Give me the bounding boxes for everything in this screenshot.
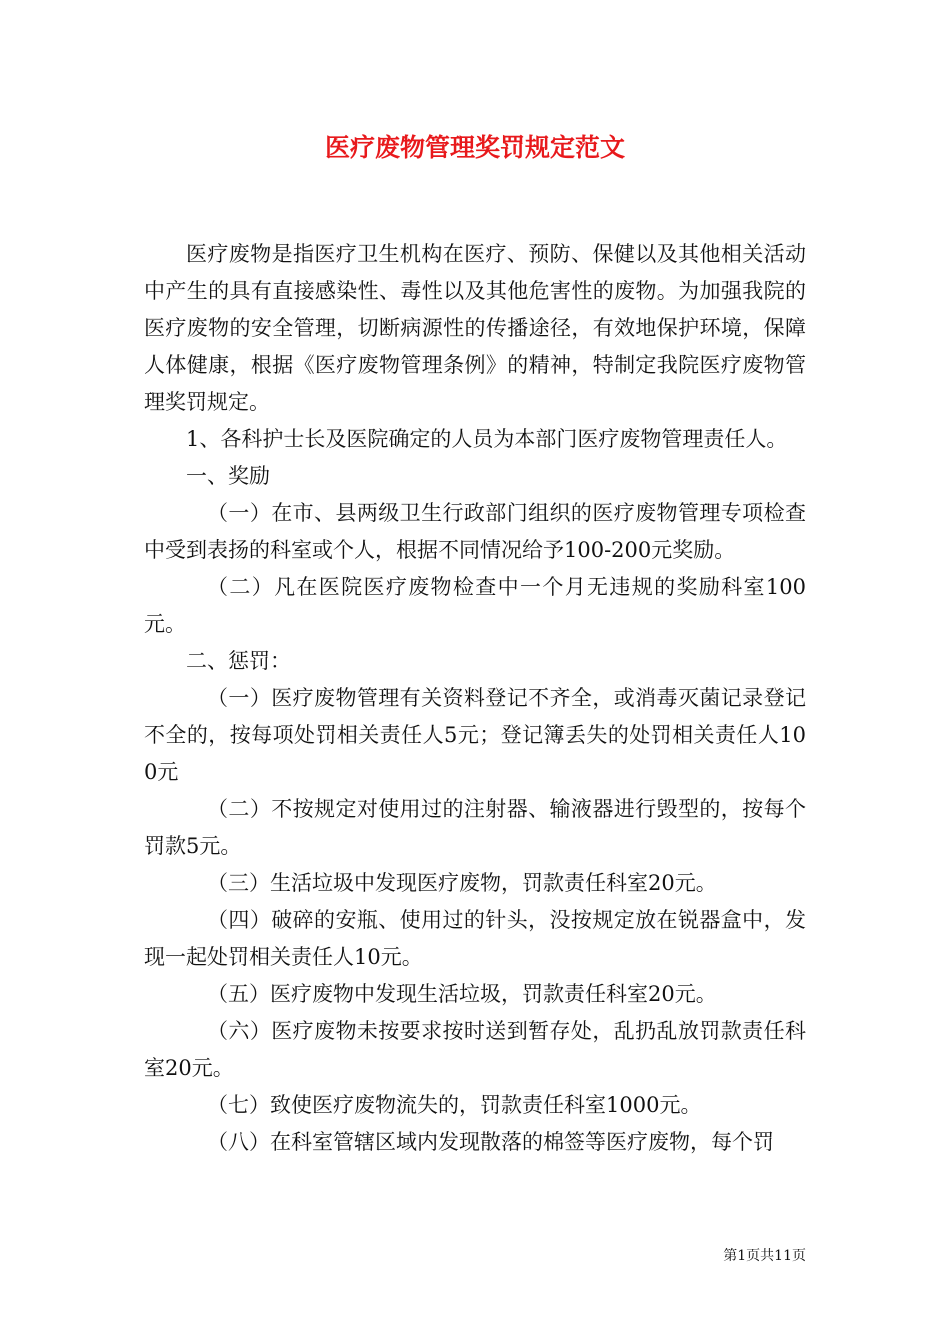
intro-paragraph: 医疗废物是指医疗卫生机构在医疗、预防、保健以及其他相关活动中产生的具有直接感染性、毒性以及其他危害性的废物。为加强我院的医疗废物的安全管理，切断病源性的传播途径，有效地保护环境，保障人体健康，根据《医疗废物管理条例》的精神，特制定我院医疗废物管理奖罚规定。 <box>144 242 806 414</box>
penalty-item-4: （四）破碎的安瓶、使用过的针头，没按规定放在锐器盒中，发现一起处罚相关责任人10元。 <box>144 908 806 969</box>
penalty-item-8: （八）在科室管辖区域内发现散落的棉签等医疗废物，每个罚 <box>207 1130 774 1154</box>
penalty-item-6: （六）医疗废物未按要求按时送到暂存处，乱扔乱放罚款责任科室20元。 <box>144 1019 806 1080</box>
penalty-item-3: （三）生活垃圾中发现医疗废物，罚款责任科室20元。 <box>207 871 717 895</box>
penalty-item-5: （五）医疗废物中发现生活垃圾，罚款责任科室20元。 <box>207 982 717 1006</box>
responsibility-paragraph: 1、各科护士长及医院确定的人员为本部门医疗废物管理责任人。 <box>186 427 788 451</box>
document-title: 医疗废物管理奖罚规定范文 <box>324 133 625 162</box>
reward-item-1: （一）在市、县两级卫生行政部门组织的医疗废物管理专项检查中受到表扬的科室或个人，根据不同情况给予100-200元奖励。 <box>144 501 806 562</box>
reward-item-2: （二）凡在医院医疗废物检查中一个月无违规的奖励科室100元。 <box>144 575 806 636</box>
document-body <box>144 236 806 1161</box>
page-indicator: 第1页共11页 <box>723 1248 806 1264</box>
section-heading-rewards: 一、奖励 <box>186 464 270 488</box>
penalty-item-1: （一）医疗废物管理有关资料登记不齐全，或消毒灭菌记录登记不全的，按每项处罚相关责任人5元；登记簿丢失的处罚相关责任人100元 <box>144 686 806 784</box>
section-heading-penalties: 二、惩罚： <box>186 649 291 673</box>
penalty-item-7: （七）致使医疗废物流失的，罚款责任科室1000元。 <box>207 1093 702 1117</box>
penalty-item-2: （二）不按规定对使用过的注射器、输液器进行毁型的，按每个罚款5元。 <box>144 797 806 858</box>
